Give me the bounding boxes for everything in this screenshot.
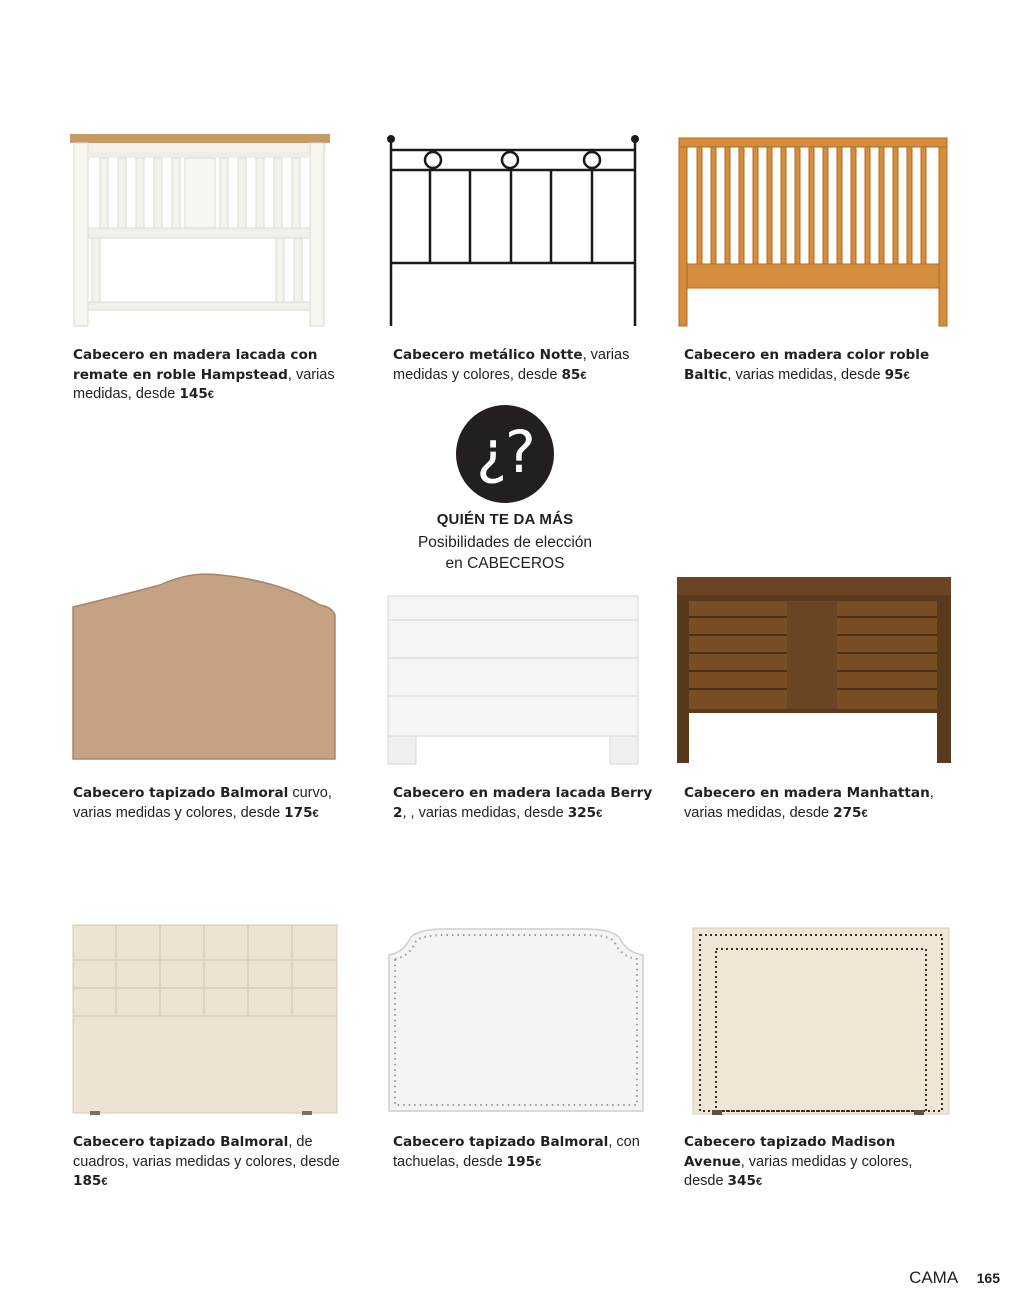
product-description: , varias medidas, desde: [684, 785, 934, 821]
section-label: CAMA: [909, 1268, 959, 1287]
currency-symbol: €: [861, 807, 868, 820]
currency-symbol: €: [312, 807, 319, 820]
product-caption: [73, 1133, 343, 1193]
product-caption: [684, 784, 954, 824]
product-name: Cabecero en madera lacada Berry 2: [393, 785, 653, 821]
product-description: , varias medidas, desde: [73, 366, 335, 402]
product-caption: [393, 1133, 663, 1173]
quiz-subtitle-line1: Posibilidades de elección: [417, 534, 593, 551]
product-description: , varias medidas y colores, desde: [684, 1153, 913, 1189]
product-price: 85: [561, 366, 581, 383]
quiz-title: QUIÉN TE DA MÁS: [436, 511, 574, 528]
product-price: 195: [506, 1153, 536, 1170]
product-price: 145: [179, 386, 208, 402]
headboard-madison-avenue-image: [690, 925, 960, 1121]
product-description: curvo, varias medidas y colores, desde: [73, 785, 332, 821]
quiz-badge: [380, 405, 630, 574]
product-description: , varias medidas, desde: [727, 366, 885, 383]
product-caption: [393, 346, 663, 386]
product-name: Cabecero en madera Manhattan: [684, 785, 930, 801]
product-price: 325: [567, 804, 597, 821]
currency-symbol: €: [903, 369, 910, 382]
currency-symbol: €: [101, 1176, 108, 1188]
product-price: 345: [727, 1173, 756, 1189]
page-number: 165: [976, 1270, 1000, 1286]
headboard-balmoral-studded-image: [385, 905, 655, 1119]
product-description: , , varias medidas, desde: [402, 804, 568, 821]
product-caption: [73, 784, 343, 824]
headboard-hampstead-image: [70, 130, 340, 330]
product-name: Cabecero metálico Notte: [393, 347, 583, 363]
product-price: 275: [833, 804, 862, 821]
currency-symbol: €: [755, 1176, 763, 1188]
currency-symbol: €: [207, 389, 214, 401]
product-name: Cabecero tapizado Balmoral: [393, 1134, 609, 1150]
headboard-balmoral-curved-image: [70, 565, 340, 765]
product-name: Cabecero en madera lacada con remate en roble Hampstead: [73, 347, 318, 383]
product-description: , varias medidas y colores, desde: [393, 347, 630, 383]
product-caption: [684, 1133, 954, 1193]
product-name: Cabecero tapizado Balmoral: [73, 1134, 289, 1150]
product-name: Cabecero tapizado Balmoral: [73, 785, 289, 801]
quiz-subtitle-line2: en CABECEROS: [445, 555, 565, 572]
question-mark-icon: ¿?: [456, 405, 554, 503]
currency-symbol: €: [580, 369, 587, 382]
headboard-manhattan-image: [675, 575, 945, 769]
headboard-baltic-image: [675, 130, 945, 330]
product-name: Cabecero en madera color roble Baltic: [684, 347, 930, 383]
product-price: 95: [884, 366, 904, 383]
currency-symbol: €: [535, 1156, 542, 1169]
product-description: , con tachuelas, desde: [393, 1134, 640, 1170]
product-price: 185: [73, 1173, 102, 1189]
product-caption: [684, 346, 954, 386]
product-price: 175: [284, 804, 313, 821]
product-caption: [73, 346, 343, 406]
page-footer: [909, 1268, 1000, 1288]
product-caption: [393, 784, 663, 824]
headboard-notte-image: [385, 130, 655, 330]
headboard-berry2-image: [385, 590, 655, 770]
product-name: Cabecero tapizado Madison Avenue: [684, 1134, 896, 1170]
currency-symbol: €: [596, 807, 603, 820]
headboard-balmoral-tufted-image: [70, 920, 340, 1120]
product-description: , de cuadros, varias medidas y colores, desde: [73, 1134, 340, 1170]
